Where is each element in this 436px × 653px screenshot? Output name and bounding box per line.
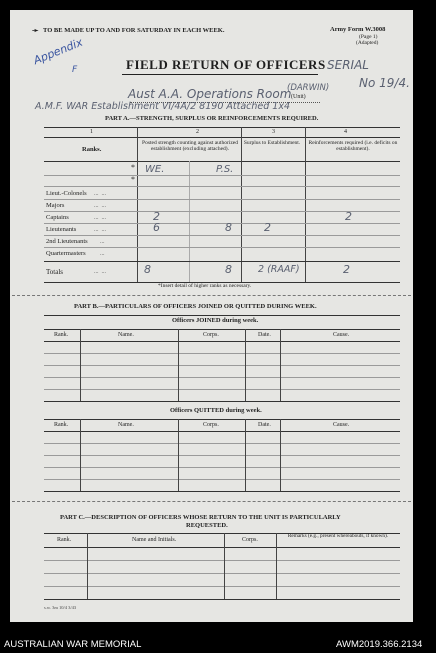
row-rule: [44, 235, 400, 236]
lieutenants-ps-value: 8: [225, 221, 232, 234]
col-number-1: 1: [90, 129, 93, 135]
quitted-row-rule: [44, 455, 400, 456]
part-c-bottom-rule: [44, 599, 400, 600]
higher-ranks-note: *Insert detail of higher ranks as necessary.: [158, 283, 252, 289]
quitted-header-bottom-rule: [44, 431, 400, 432]
serial-label: SERIAL: [327, 58, 369, 72]
part-c-col-rank: Rank.: [57, 537, 72, 543]
part-c-row-rule: [44, 573, 400, 574]
joined-divider: [245, 329, 246, 401]
col-number-2: 2: [196, 129, 199, 135]
we-subheader: WE.: [145, 164, 165, 175]
joined-col-name: Name.: [118, 332, 134, 338]
quitted-col-date: Date.: [258, 422, 271, 428]
part-a-title: PART A.—STRENGTH, SURPLUS OR REINFORCEMENTS REQUIRED.: [105, 115, 319, 122]
quitted-divider: [178, 419, 179, 491]
col-number-4: 4: [344, 129, 347, 135]
leader-dots: ... ...: [94, 203, 106, 209]
part-c-header-rule: [44, 547, 400, 548]
quitted-col-corps: Corps.: [203, 422, 219, 428]
totals-ps-value: 8: [225, 263, 232, 276]
part-c-row-rule: [44, 586, 400, 587]
quitted-divider: [245, 419, 246, 491]
quitted-row-rule: [44, 479, 400, 480]
rank-lieut-colonels: Lieut.-Colonels: [46, 190, 87, 197]
section-separator: [12, 295, 411, 296]
totals-reinforcements-value: 2: [343, 263, 350, 276]
rank-lieutenants: Lieutenants: [46, 226, 77, 233]
joined-header-bottom-rule: [44, 341, 400, 342]
joined-col-cause: Cause.: [333, 332, 350, 338]
adapted-label: (Adapted): [356, 40, 379, 46]
part-c-title-line1: PART C.—DESCRIPTION OF OFFICERS WHOSE RETURN TO THE UNIT IS PARTICULARLY: [60, 514, 341, 521]
part-a-divider-1: [137, 127, 138, 283]
quitted-divider: [80, 419, 81, 491]
joined-header-top-rule: [44, 329, 400, 330]
quitted-row-rule: [44, 443, 400, 444]
part-c-divider: [276, 533, 277, 599]
section-separator: [12, 501, 411, 502]
col-number-3: 3: [272, 129, 275, 135]
surplus-header: Surplus to Establishment.: [243, 140, 301, 146]
army-form-number: Army Form W.3008: [330, 26, 386, 33]
ranks-header: Ranks.: [82, 146, 102, 153]
appendix-note: Appendix: [31, 35, 85, 68]
page-number: (Page 1): [359, 34, 378, 40]
establishment-note: A.M.F. WAR Establishment VI/4A/2 8190 Attached 1x4: [35, 101, 290, 112]
archive-accession: AWM2019.366.2134: [336, 639, 423, 650]
form-sheet: [10, 10, 413, 622]
quitted-col-name: Name.: [118, 422, 134, 428]
part-a-divider-2: [241, 127, 242, 283]
reinforcements-header: Reinforcements required (i.e. deficits on establishment).: [308, 140, 398, 153]
quitted-title: Officers QUITTED during week.: [170, 407, 262, 414]
serial-number: No 19/4.: [359, 76, 410, 90]
joined-bottom-rule: [44, 401, 400, 402]
unit-place: (DARWIN): [287, 83, 330, 93]
row-rule: [44, 199, 400, 200]
rank-2nd-lieutenants: 2nd Lieutenants: [46, 238, 88, 245]
quitted-row-rule: [44, 467, 400, 468]
quitted-divider: [280, 419, 281, 491]
leader-dots: ...: [94, 239, 105, 245]
part-a-top-rule: [44, 127, 400, 128]
row-rule: [44, 247, 400, 248]
joined-row-rule: [44, 389, 400, 390]
star-mark-2: *: [131, 175, 135, 184]
page-title: FIELD RETURN OF OFFICERS: [126, 57, 326, 72]
joined-divider: [80, 329, 81, 401]
rank-captains: Captains: [46, 214, 69, 221]
leader-dots: ... ...: [94, 191, 106, 197]
part-b-top-rule: [44, 315, 400, 316]
title-underline: [122, 74, 318, 75]
part-a-divider-3: [305, 127, 306, 283]
joined-row-rule: [44, 365, 400, 366]
row-rule: [44, 223, 400, 224]
rank-quartermasters: Quartermasters: [46, 250, 86, 257]
part-c-row-rule: [44, 560, 400, 561]
part-c-col-remarks: Remarks (e.g., present whereabouts, if known).: [287, 533, 389, 539]
leader-dots: ... ...: [94, 227, 106, 233]
leader-dots: ...: [94, 251, 105, 257]
quitted-header-top-rule: [44, 419, 400, 420]
ps-subheader: P.S.: [216, 164, 234, 175]
star-mark-1: *: [131, 163, 135, 172]
joined-col-corps: Corps.: [203, 332, 219, 338]
unit-name: Aust A.A. Operations Room: [128, 87, 292, 101]
joined-col-date: Date.: [258, 332, 271, 338]
part-c-title-line2: REQUESTED.: [186, 522, 228, 529]
joined-title: Officers JOINED during week.: [172, 317, 259, 324]
unit-label: (Unit): [291, 94, 306, 100]
quitted-col-rank: Rank.: [54, 422, 69, 428]
archive-caption: AUSTRALIAN WAR MEMORIAL: [4, 639, 142, 650]
part-b-title: PART B.—PARTICULARS OF OFFICERS JOINED OR QUITTED DURING WEEK.: [74, 303, 317, 310]
joined-row-rule: [44, 353, 400, 354]
rank-majors: Majors: [46, 202, 65, 209]
joined-col-rank: Rank.: [54, 332, 69, 338]
totals-label: Totals: [46, 268, 64, 276]
joined-divider: [280, 329, 281, 401]
posted-strength-header: Posted strength counting against authorized establishment (excluding attached).: [142, 140, 238, 153]
totals-rule: [44, 261, 400, 262]
quitted-col-cause: Cause.: [333, 422, 350, 428]
captains-reinforcements-value: 2: [345, 210, 352, 223]
appendix-letter: F: [72, 65, 78, 75]
row-rule: [44, 186, 400, 187]
row-rule: [44, 175, 400, 176]
joined-row-rule: [44, 377, 400, 378]
leader-dots: ... ...: [94, 269, 106, 275]
captains-we-value: 2: [153, 210, 160, 223]
posted-subdivider: [189, 161, 190, 283]
quitted-bottom-rule: [44, 491, 400, 492]
leader-dots: ... ...: [94, 215, 106, 221]
col-header-rule: [44, 161, 400, 162]
joined-divider: [178, 329, 179, 401]
print-code: s.w. 3m 10/4 3/43: [44, 605, 77, 610]
part-c-divider: [224, 533, 225, 599]
arrow-icon: ➛: [32, 26, 39, 35]
lieutenants-surplus-value: 2: [264, 221, 271, 234]
part-c-col-corps: Corps.: [242, 537, 258, 543]
col-number-rule: [44, 137, 400, 138]
totals-we-value: 8: [144, 263, 151, 276]
totals-surplus-value: 2 (RAAF): [258, 264, 300, 275]
part-c-divider: [87, 533, 88, 599]
part-c-col-name: Name and Initials.: [132, 537, 177, 543]
lieutenants-we-value: 6: [153, 221, 160, 234]
header-instruction: TO BE MADE UP TO AND FOR SATURDAY IN EACH WEEK.: [43, 27, 225, 34]
